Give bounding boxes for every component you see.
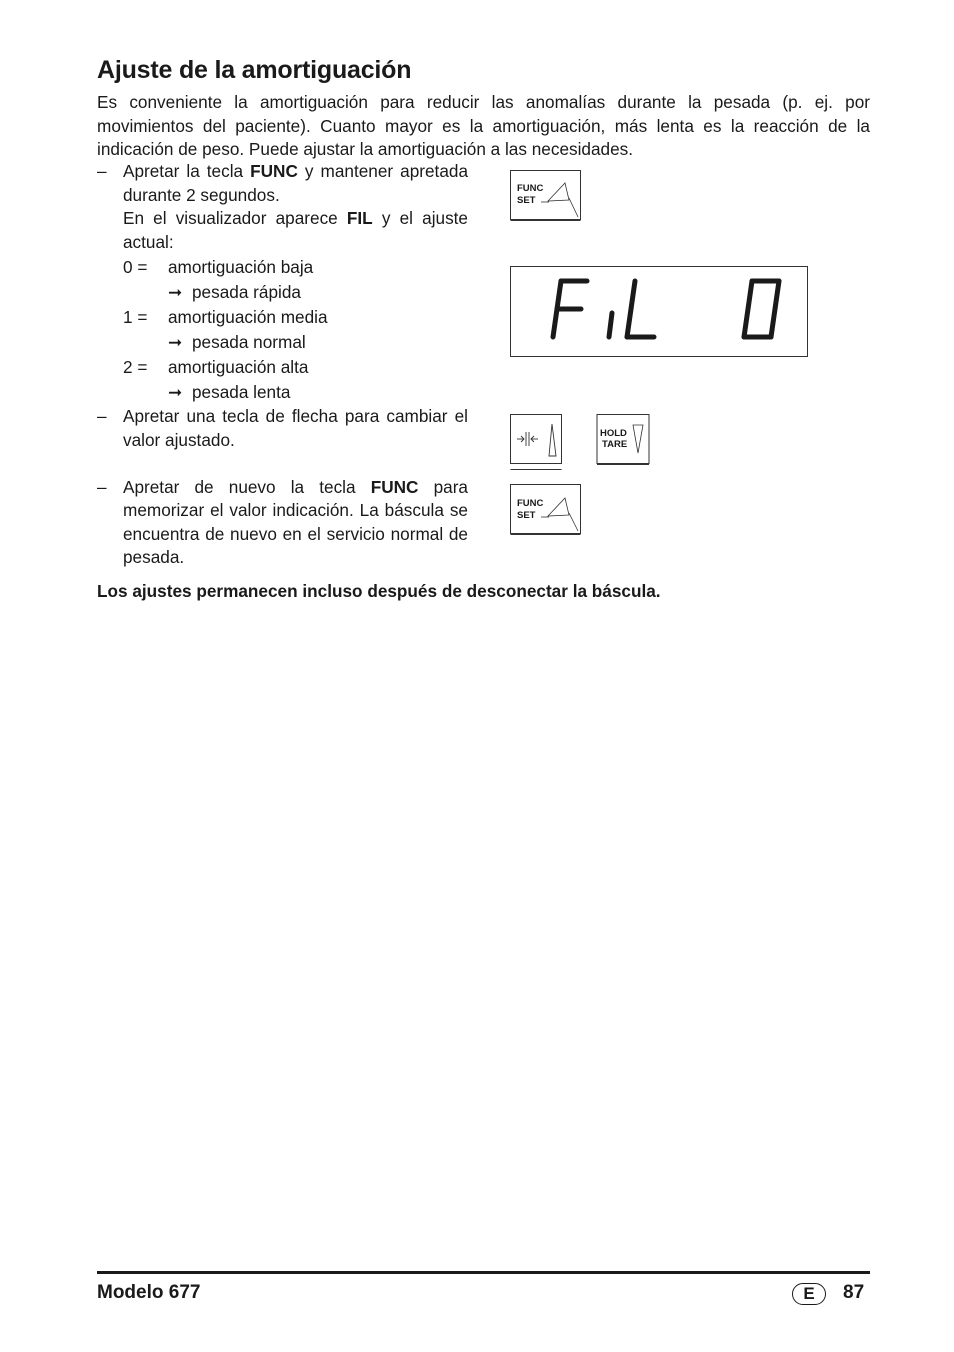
page-title: Ajuste de la amortiguación: [97, 56, 412, 84]
hold-tare-key-icon: [596, 414, 652, 466]
step3-text-pre: Apretar de nuevo la tecla: [123, 476, 371, 497]
arrow-icon: ➞: [168, 382, 183, 403]
step2-text: Apretar una tecla de flecha para cambiar el valor ajustado.: [123, 406, 468, 450]
zero-arrow-key-icon: [509, 414, 565, 472]
step1-display-pre: En el visualizador aparece: [123, 208, 347, 229]
seven-segment-display: [511, 267, 807, 356]
instruction-steps: [97, 160, 468, 570]
scale-display: [510, 266, 808, 357]
set-label: SET: [517, 195, 536, 206]
value-description: amortiguación baja: [168, 257, 314, 278]
value-number: 2 =: [123, 357, 148, 378]
step-press-func: [97, 160, 468, 405]
value-result: pesada lenta: [192, 382, 291, 403]
value-result: pesada normal: [192, 332, 306, 353]
step1-display-post: y el ajuste actual:: [123, 208, 468, 252]
value-number: 1 =: [123, 307, 148, 328]
final-note: Los ajustes permanecen incluso después de desconectar la báscula.: [97, 581, 661, 601]
page-number: 87: [843, 1282, 865, 1303]
step3-text-post: para memorizar el valor indicación. La báscula se encuentra de nuevo en el servicio normal de pesada.: [123, 476, 468, 568]
func-set-key-icon: [509, 170, 583, 222]
value-result-2: [123, 380, 468, 405]
arrow-icon: ➞: [168, 332, 183, 353]
footer-divider: [97, 1271, 870, 1274]
step1-text-post: y mantener apretada durante 2 segundos.: [123, 161, 468, 205]
step1-display-key: FIL: [346, 208, 373, 229]
step3-key: FUNC: [370, 476, 419, 497]
func-label: FUNC: [517, 498, 544, 509]
step-dash: –: [97, 476, 107, 497]
intro-paragraph: Es conveniente la amortiguación para reducir las anomalías durante la pesada (p. ej. por movimientos del paciente). Cuanto mayor es la amortiguación, más lenta es la reacción de la indicación de peso. Puede ajustar la amortiguación a las necesidades.: [97, 92, 870, 160]
step-dash: –: [97, 406, 107, 427]
value-row-2: [123, 355, 468, 380]
value-result-1: [123, 330, 468, 355]
func-label: FUNC: [517, 183, 544, 194]
value-description: amortiguación alta: [168, 357, 309, 378]
func-set-key-icon-2: [509, 484, 583, 536]
value-row-0: [123, 255, 468, 280]
tare-label: TARE: [602, 439, 628, 450]
arrow-icon: ➞: [168, 282, 183, 303]
value-number: 0 =: [123, 257, 148, 278]
language-badge: E: [792, 1283, 826, 1305]
value-description: amortiguación media: [168, 307, 328, 328]
set-label: SET: [517, 510, 536, 521]
footer-model: Modelo 677: [97, 1282, 201, 1303]
step-dash: –: [97, 161, 107, 181]
step1-text-pre: Apretar la tecla: [123, 161, 251, 181]
step-press-func-again: [97, 476, 468, 570]
step1-key: FUNC: [250, 161, 298, 181]
step-press-arrow: [97, 405, 468, 452]
damping-values: [123, 255, 468, 405]
value-result-0: [123, 280, 468, 305]
value-result: pesada rápida: [192, 282, 301, 303]
hold-label: HOLD: [600, 428, 627, 439]
value-row-1: [123, 305, 468, 330]
